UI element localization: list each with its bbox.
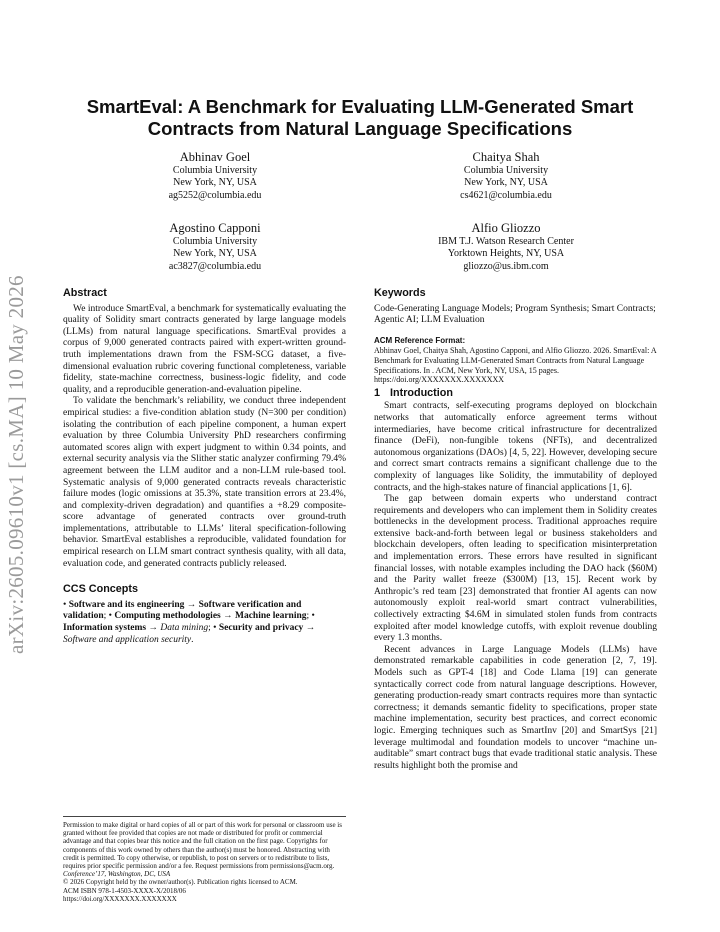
author-email: cs4621@columbia.edu [460, 189, 552, 201]
keywords-text: Code-Generating Language Models; Program Synthesis; Smart Contracts; Agentic AI; LLM Evaluation [374, 303, 656, 326]
abstract-paragraph: We introduce SmartEval, a benchmark for systematically evaluating the quality of Solidity smart contracts generated by large language models (LLMs) from natural language specifications. SmartEval provides a corpus of 9,000 generated contracts paired with expert-written ground-truth implementations drawn from the FSM-SCG dataset, a five-dimensional evaluation rubric covering functional completeness, variable fidelity, state-machine correctness, business-logic fidelity, and code quality, and a reproducible generation-and-evaluation pipeline. [63, 303, 346, 395]
copyright-line: © 2026 Copyright held by the owner/author(s). Publication rights licensed to ACM. [63, 878, 298, 887]
author-email: gliozzo@us.ibm.com [463, 260, 549, 272]
intro-paragraph: Recent advances in Large Language Models (LLMs) have demonstrated remarkable capabilities in code generation [2, 7, 19]. Models such as GPT-4 [18] and Code Llama [19] can generate syntactically correct code from natural language descriptions. However, generating production-ready smart contracts requires more than syntactic correctness; it demands semantic fidelity to specifications, proper state machine implementation, security best practices, and correct economic logic. Emerging techniques such as SmartInv [20] and SmartSys [21] leverage multimodal and foundation models to uncover “machine un-auditable” smart contract bugs that evade traditional static analysis. These results highlight both the promise and [374, 644, 657, 771]
author-name: Agostino Capponi [169, 221, 261, 235]
ccs-item: • Computing methodologies → Machine learning; [108, 611, 312, 622]
author-affiliation: Columbia University [172, 236, 258, 247]
abstract-heading: Abstract [63, 287, 107, 299]
left-column [63, 288, 346, 646]
acm-reference-heading: ACM Reference Format: [374, 335, 466, 345]
author-affiliation: IBM T.J. Watson Research Center [438, 236, 574, 247]
ccs-item: • Software and its engineering → Software verification and validation; [63, 599, 302, 622]
author-affiliation: Columbia University [463, 165, 549, 176]
author-location: Yorktown Heights, NY, USA [447, 248, 565, 260]
author-block-4 [391, 221, 621, 273]
paper-title: SmartEval: A Benchmark for Evaluating LLM-Generated Smart Contracts from Natural Language Specifications [86, 96, 634, 139]
author-email: ag5252@columbia.edu [168, 189, 262, 201]
author-block-3 [100, 221, 330, 273]
intro-paragraph: The gap between domain experts who understand contract requirements and developers who can implement them in Solidity creates bottlenecks in the development process. Traditional approaches require extensive back-and-forth between legal or business stakeholders and blockchain developers, often leading to specification misinterpretation and implementation errors. These errors have resulted in significant financial losses, with notable examples including the DAO hack ($60M) and the Parity wallet freeze ($300M) [13, 15]. Recent work by Anthropic’s red team [23] demonstrated that frontier AI agents can now autonomously exploit real-world smart contract vulnerabilities, collectively extracting $4.6M in simulated stolen funds from contracts exploited after model knowledge cutoffs, with exploit revenue doubling every 1.3 months. [374, 494, 657, 644]
author-location: New York, NY, USA [173, 248, 257, 260]
author-name: Chaitya Shah [472, 150, 540, 164]
author-block-2 [391, 150, 621, 202]
author-name: Alfio Gliozzo [471, 221, 541, 235]
intro-paragraph: Smart contracts, self-executing programs deployed on blockchain networks that automatically enforce agreement terms without intermediaries, have become critical infrastructure for decentralized finance (DeFi), non-fungible tokens (NFTs), and decentralized autonomous organizations (DAOs) [4, 5, 22]. However, developing secure and correct smart contracts remains a significant challenge due to the complexity of languages like Solidity, the immutability of deployed contracts, and the high-stakes nature of financial applications [1, 6]. [374, 401, 657, 493]
doi-link[interactable]: https://doi.org/XXXXXXX.XXXXXXX [63, 894, 177, 903]
author-affiliation: Columbia University [172, 165, 258, 176]
ccs-item: • Information systems → Data mining; [63, 611, 315, 634]
arxiv-identifier: arXiv:2605.09610v1 [cs.MA] 10 May 2026 [4, 275, 28, 655]
ccs-concepts [63, 600, 346, 646]
permission-footnote [63, 816, 346, 903]
ccs-heading: CCS Concepts [63, 583, 138, 596]
right-column [374, 288, 657, 772]
acm-reference-text: Abhinav Goel, Chaitya Shah, Agostino Capponi, and Alfio Gliozzo. 2026. SmartEval: A Benchmark for Evaluating LLM-Generated Smart Contracts from Natural Language Specifications. In . ACM, New York, NY, USA, 15 pages. https://doi.org/XXXXXXX.XXXXXXX [374, 346, 657, 385]
ccs-item: • Security and privacy → Software and application security. [63, 623, 316, 645]
permission-text: Permission to make digital or hard copies of all or part of this work for personal or classroom use is granted without fee provided that copies are not made or distributed for profit or commercial advantage and that copies bear this notice and the full citation on the first page. Copyrights for components of this work owned by others than the author(s) must be honored. Abstracting with credit is permitted. To copy otherwise, or republish, to post on servers or to redistribute to lists, requires prior specific permission and/or a fee. Request permissions from permissions@acm.org. [63, 821, 342, 871]
abstract-paragraph: To validate the benchmark’s reliability, we conduct three independent empirical studies: a five-condition ablation study (N=300 per condition) isolating the contribution of each pipeline component, a human expert evaluation by three Columbia University PhD researchers confirming automated scores align with expert judgment to within 0.34 points, and external security analysis via the Slither static analyzer confirming 79.4% agreement between the LLM auditor and a non-LLM rule-based tool. Systematic analysis of 9,000 generated contracts reveals characteristic failure modes (logic omissions at 35.3%, state transition errors at 23.4%, and complexity-driven degradation) and quantifies a +8.29 composite-score advantage of generated contracts over ground-truth implementations, attributable to LLMs’ literal specification-following behavior. SmartEval establishes a reproducible, validated foundation for empirical research on LLM smart contract synthesis quality, with all data, evaluation code, and generated contracts publicly released. [63, 396, 346, 569]
conference-venue: Conference’17, Washington, DC, USA [63, 870, 171, 879]
introduction-heading: 1 Introduction [374, 386, 453, 399]
author-block-1 [100, 150, 330, 202]
author-name: Abhinav Goel [179, 150, 251, 164]
keywords-heading: Keywords [374, 287, 426, 299]
author-location: New York, NY, USA [173, 177, 257, 189]
author-email: ac3827@columbia.edu [168, 260, 262, 272]
author-location: New York, NY, USA [464, 177, 548, 189]
isbn-line: ACM ISBN 978-1-4503-XXXX-X/2018/06 [63, 886, 186, 895]
